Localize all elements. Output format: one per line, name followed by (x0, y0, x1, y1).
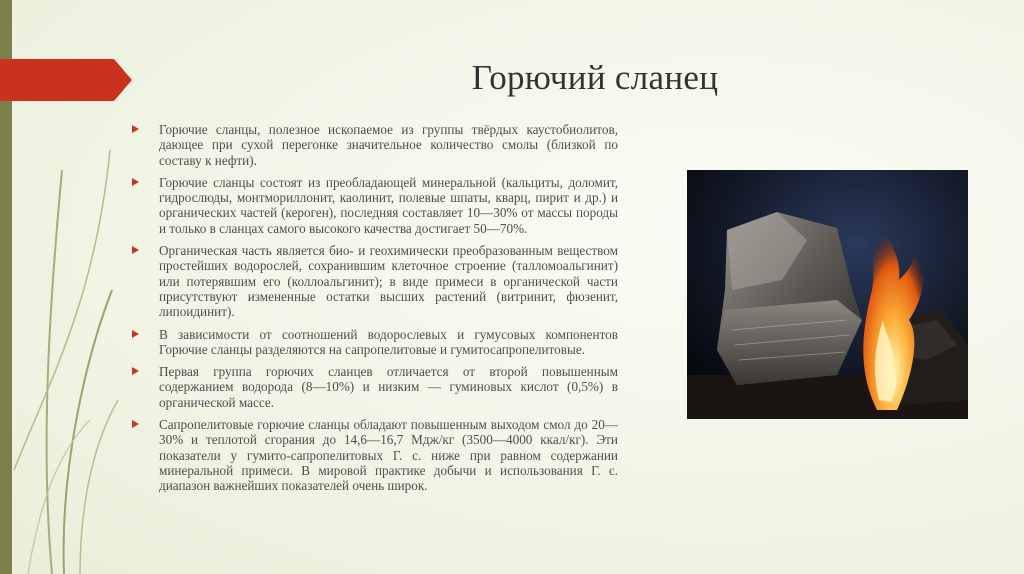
bullet-item (132, 364, 618, 410)
bullet-text: Первая группа горючих сланцев отличается от второй повышенным содержанием водорода (8—10%) и низким — гуминовых кислот (0,5%) в органической массе. (159, 364, 618, 410)
bullet-item (132, 327, 618, 358)
bullet-item (132, 417, 618, 493)
bullet-item (132, 243, 618, 319)
slide-title: Горючий сланец (471, 58, 719, 97)
bullet-arrow-icon (132, 125, 139, 133)
bullet-arrow-icon (132, 367, 139, 375)
bullet-arrow-icon (132, 178, 139, 186)
title-accent-tab (0, 59, 132, 101)
bullet-arrow-icon (132, 246, 139, 254)
bullet-arrow-icon (132, 420, 139, 428)
oil-shale-photo (687, 170, 968, 419)
bullet-arrow-icon (132, 330, 139, 338)
bullet-text: Органическая часть является био- и геохимически преобразованным веществом простейших водорослей, сохранившим клеточное строение (талломоальгинит) или потерявшим его (коллоальгинит); в виде примеси в органической части присутствуют измененные остатки высших растений (витринит, фюзенит, липоидинит). (159, 243, 618, 320)
bullet-item (132, 175, 618, 236)
bullet-text: Горючие сланцы состоят из преобладающей минеральной (кальциты, доломит, гидрослюды, монтмориллонит, каолинит, полевые шпаты, кварц, пирит и др.) и органических частей (кероген), последняя составляет 10—30% от массы породы и только в сланцах самого высокого качества достигает 50—70%. (159, 174, 618, 236)
bullet-text: В зависимости от соотношений водорослевых и гумусовых компонентов Горючие сланцы разделяются на сапропелитовые и гумитосапропелитовые. (159, 326, 618, 357)
bullet-list (132, 122, 618, 501)
bullet-text: Горючие сланцы, полезное ископаемое из группы твёрдых каустобиолитов, дающее при сухой перегонке значительное количество смолы (близкой по составу к нефти). (159, 122, 618, 168)
bullet-item (132, 122, 618, 168)
bullet-text: Сапропелитовые горючие сланцы обладают повышенным выходом смол до 20—30% и теплотой сгорания до 14,6—16,7 Мдж/кг (3500—4000 ккал/кг). Эти показатели у гумито-сапропелитовых Г. с. ниже при равном содержании минеральной примеси. В мировой практике добычи и использования Г. с. диапазон важнейших показателей очень широк. (159, 417, 618, 494)
